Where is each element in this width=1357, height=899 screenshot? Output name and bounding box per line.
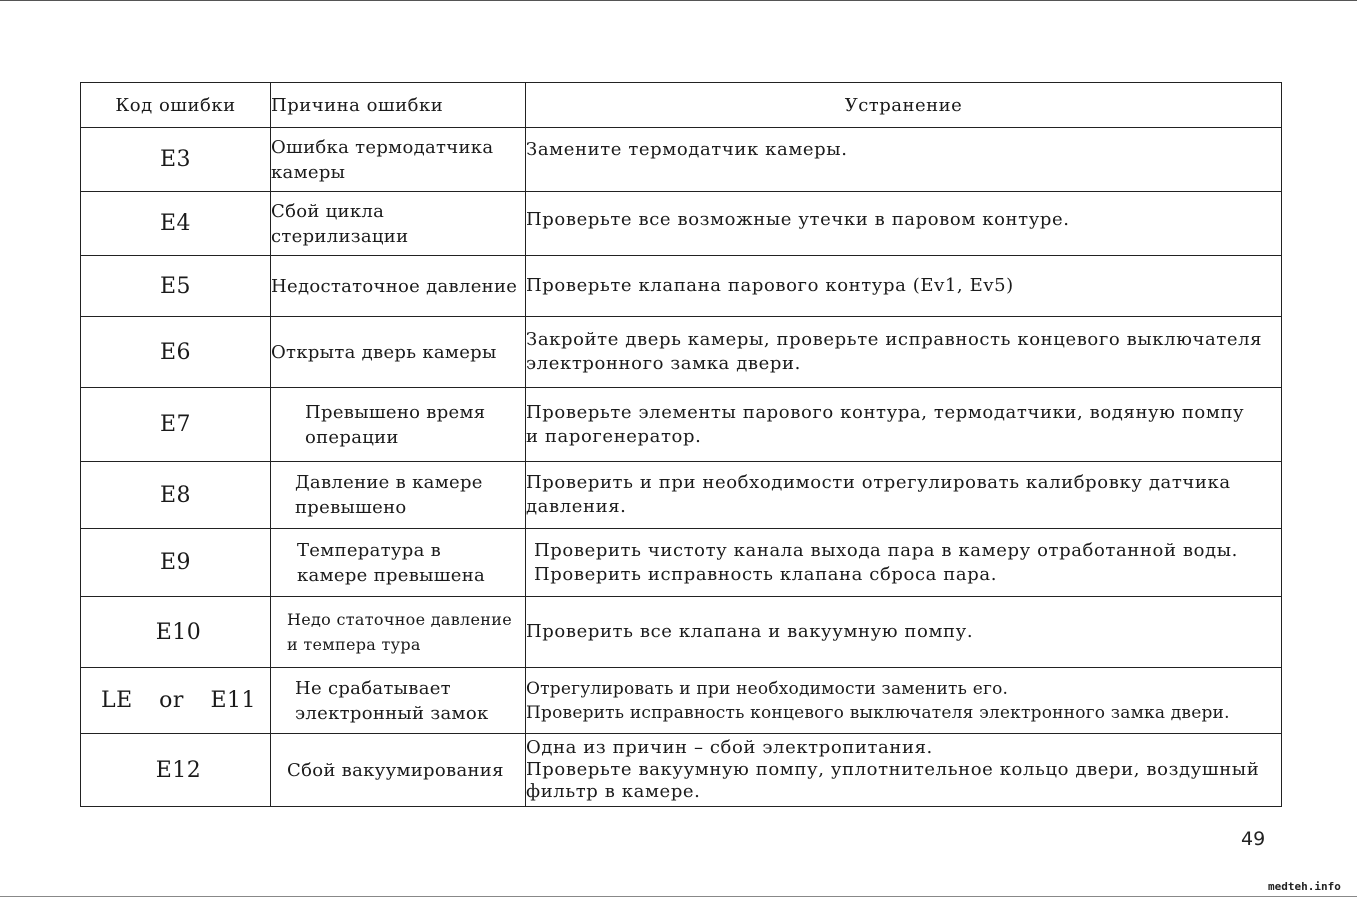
error-code: E12 [81,734,271,807]
cause-line: операции [305,426,399,448]
error-fix [526,734,1282,807]
table-row [81,388,1282,462]
error-cause [271,388,526,462]
error-fix [526,529,1282,597]
fix-line: фильтр в камере. [526,781,701,802]
table-row [81,597,1282,668]
cause-line: Давление в камере [295,472,483,493]
fix-line: Проверить все клапана и вакуумную помпу. [526,621,974,642]
table-row [81,462,1282,529]
error-code: E5 [81,256,271,317]
fix-line: Проверить исправность концевого выключателя электронного замка двери. [526,702,1230,723]
error-cause [271,462,526,529]
fix-line: Закройте дверь камеры, проверьте исправность концевого выключателя [526,329,1263,350]
header-fix: Устранение [526,83,1282,128]
error-fix [526,317,1282,388]
error-fix [526,388,1282,462]
cause-line: Недостаточное давление [271,275,518,297]
error-fix [526,128,1282,192]
error-code: E3 [81,128,271,192]
table-row [81,256,1282,317]
cause-line: и темпера тура [287,635,421,654]
error-cause [271,597,526,668]
cause-line: Ошибка термодатчика [271,136,494,158]
fix-line: Проверить чистоту канала выхода пара в камеру отработанной воды. [534,539,1238,561]
table-header-row [81,83,1282,128]
error-code: E10 [81,597,271,668]
cause-line: Сбой цикла стерилизации [271,200,409,247]
error-cause [271,529,526,597]
cause-line: превышено [295,497,407,518]
error-fix [526,256,1282,317]
error-code: E4 [81,192,271,256]
code-part: LE [101,688,133,713]
code-part: or [159,688,184,713]
fix-line: Проверить исправность клапана сброса пара. [534,563,998,585]
error-fix [526,192,1282,256]
fix-line: Проверьте клапана парового контура (Ev1, Ev5) [526,275,1014,296]
error-code: E9 [81,529,271,597]
error-codes-table [80,82,1282,807]
error-cause [271,317,526,388]
fix-line: давления. [526,496,627,517]
table-row [81,529,1282,597]
table-row [81,128,1282,192]
fix-line: Одна из причин – сбой электропитания. [526,737,933,758]
error-fix [526,462,1282,529]
error-fix [526,668,1282,734]
error-code: E8 [81,462,271,529]
page-number: 49 [1241,828,1266,850]
error-cause [271,734,526,807]
fix-line: Замените термодатчик камеры. [526,139,848,160]
table-row [81,192,1282,256]
error-code: E7 [81,388,271,462]
table-row [81,734,1282,807]
error-code [81,668,271,734]
code-part: E11 [210,688,256,713]
cause-line: электронный замок [295,702,489,724]
error-cause [271,128,526,192]
fix-line: электронного замка двери. [526,353,801,374]
table-row [81,668,1282,734]
fix-line: и парогенератор. [526,425,702,447]
table-row [81,317,1282,388]
fix-line: Проверьте вакуумную помпу, уплотнительное кольцо двери, воздушный [526,759,1260,780]
header-code: Код ошибки [81,83,271,128]
error-code: E6 [81,317,271,388]
cause-line: Недо статочное давление [287,610,512,629]
error-cause [271,668,526,734]
cause-line: Температура в [297,539,442,561]
error-cause [271,192,526,256]
error-fix [526,597,1282,668]
error-cause [271,256,526,317]
cause-line: Превышено время [305,401,486,423]
top-rule [0,0,1357,1]
cause-line: Не срабатывает [295,677,451,699]
fix-line: Проверьте все возможные утечки в паровом контуре. [526,209,1070,230]
cause-line: Сбой вакуумирования [287,759,504,781]
cause-line: камеры [271,161,346,183]
fix-line: Проверить и при необходимости отрегулировать калибровку датчика [526,472,1231,493]
fix-line: Отрегулировать и при необходимости заменить его. [526,678,1009,699]
bottom-rule [0,896,1357,897]
header-cause: Причина ошибки [271,83,526,128]
watermark: medteh.info [1268,880,1341,893]
cause-line: камере превышена [297,564,486,586]
fix-line: Проверьте элементы парового контура, термодатчики, водяную помпу [526,401,1245,423]
cause-line: Открыта дверь камеры [271,341,497,363]
